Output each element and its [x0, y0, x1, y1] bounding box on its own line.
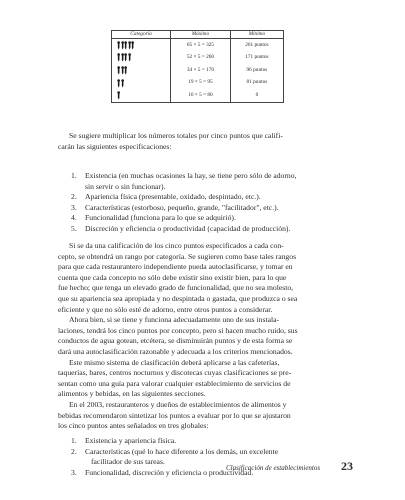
table-row [112, 77, 284, 90]
list-item [71, 192, 296, 203]
list-text: Características (estorboso, pequeño, grande, "facilitador", etc.). [85, 202, 279, 212]
text-line: carán las siguientes especificaciones: [58, 141, 172, 151]
pin-icon [128, 53, 131, 62]
text-line: para que cada restaurantero independiente pueda autoclasificarse, y tomar en [58, 262, 293, 272]
maximum-cell: 16 × 5 = 80 [171, 89, 231, 102]
list-text: Funcionalidad, discreción y eficiencia o productividad. [85, 467, 254, 477]
summary-list [71, 436, 278, 478]
list-text: sin servir o sin funcionar). [85, 181, 166, 191]
maximum-cell: 52 × 5 = 260 [171, 52, 231, 65]
category-table [111, 30, 284, 103]
text-line: Si se da una calificación de los cinco puntos especificados a cada con- [69, 241, 284, 250]
maximum-cell: 19 × 5 = 95 [171, 77, 231, 90]
header-maximum: Máximo [171, 31, 231, 39]
list-item [71, 436, 278, 447]
category-icons [112, 89, 171, 102]
list-text: Características (qué lo hace diferente a los demás, un excelente [85, 446, 279, 456]
list-text: Apariencia física (presentable, oxidado, despintado, etc.). [85, 192, 261, 202]
maximum-cell: 34 × 5 = 170 [171, 64, 231, 77]
list-number: 3. [71, 202, 77, 212]
category-icons [112, 77, 171, 90]
text-line: laciones, tendrá los cinco puntos por concepto, pero si hacen mucho ruido, sus [58, 325, 298, 335]
text-line: Se sugiere multiplicar los números totales por cinco puntos que califi- [69, 131, 283, 140]
pin-icon [121, 79, 124, 88]
text-line: cepto, se obtendrá un rango por categoría. Se sugieren como base tales rangos [58, 251, 297, 261]
header-minimum: Mínimo [230, 31, 283, 39]
pin-icon [131, 41, 134, 50]
minimum-cell: 81 puntos [230, 77, 283, 90]
list-text: Funcionalidad (funciona para lo que se adquirió). [85, 213, 236, 223]
table-row [112, 89, 284, 102]
list-number: 2. [71, 192, 77, 202]
maximum-cell: 65 × 5 = 325 [171, 39, 231, 52]
pin-icon [124, 66, 127, 75]
text-line: Este mismo sistema de clasificación deberá aplicarse a las cafeterías, [69, 357, 280, 367]
spec-list [71, 171, 296, 235]
pin-icon [117, 91, 120, 100]
table-header-row [112, 31, 284, 39]
header-category: Categoría [112, 31, 171, 39]
table-row [112, 39, 284, 52]
text-line: bebidas recomendaron sintetizar los puntos a evaluar por lo que se ajustaron [58, 410, 291, 420]
list-item [71, 203, 296, 214]
category-icons [112, 64, 171, 77]
minimum-cell: 261 puntos [230, 39, 283, 52]
page-number: 23 [341, 459, 353, 473]
list-item [71, 213, 296, 224]
category-icons [112, 52, 171, 65]
text-line: eficiente y que no sólo esté de adorno, entre otros puntos a considerar. [58, 304, 273, 314]
text-line: que su apariencia sea apropiada y no despintada o gastada, que produzca o sea [58, 293, 298, 303]
list-number: 1. [71, 171, 77, 180]
table-row [112, 64, 284, 77]
text-line: Ahora bien, si se tiene y funciona adecuadamente uno de sus instala- [69, 315, 280, 325]
text-line: taquerías, bares, centros nocturnos y discotecas cuyas clasificaciones se pre- [58, 368, 292, 378]
text-line: conductos de agua gotean, etcétera, se disminuirán puntos y de esta forma se [58, 336, 293, 346]
list-item [71, 224, 296, 235]
list-text: Existencia y apariencia física. [85, 436, 177, 445]
category-icons [112, 39, 171, 52]
list-text: facilitador de sus tareas. [91, 457, 165, 467]
running-footer: Clasificación de establecimientos [226, 464, 321, 472]
minimum-cell: 171 puntos [230, 52, 283, 65]
list-text: Discreción y eficiencia o productividad (capacidad de producción). [85, 223, 291, 233]
list-number: 3. [71, 467, 77, 477]
list-number: 4. [71, 213, 77, 223]
list-number: 1. [71, 436, 77, 445]
minimum-cell: 96 puntos [230, 64, 283, 77]
text-line: dará una autoclasificación razonable y adecuada a los criterios mencionados. [58, 346, 293, 356]
text-line: sentan como una guía para valorar cualquier establecimiento de servicios de [58, 378, 291, 388]
list-text: Existencia (en muchas ocasiones la hay, se tiene pero sólo de adorno, [85, 171, 297, 180]
paragraph-1 [58, 131, 283, 152]
text-line: En el 2003, restauranteros y dueños de establecimientos de alimentos y [69, 399, 287, 409]
text-line: cuenta que cada concepto no sólo debe existir sino existir bien, para lo que [58, 272, 287, 282]
paragraph-2 [58, 241, 298, 432]
table-row [112, 52, 284, 65]
list-number: 5. [71, 223, 77, 233]
list-item [71, 171, 296, 192]
minimum-cell: 0 [230, 89, 283, 102]
list-number: 2. [71, 446, 77, 456]
text-line: alimentos y bebidas, en las siguientes secciones. [58, 389, 206, 399]
text-line: los cinco puntos antes señalados en tres globales: [58, 421, 209, 431]
text-line: fue hecho; que tenga un elevado grado de funcionalidad, que no sea molesto, [58, 283, 294, 293]
